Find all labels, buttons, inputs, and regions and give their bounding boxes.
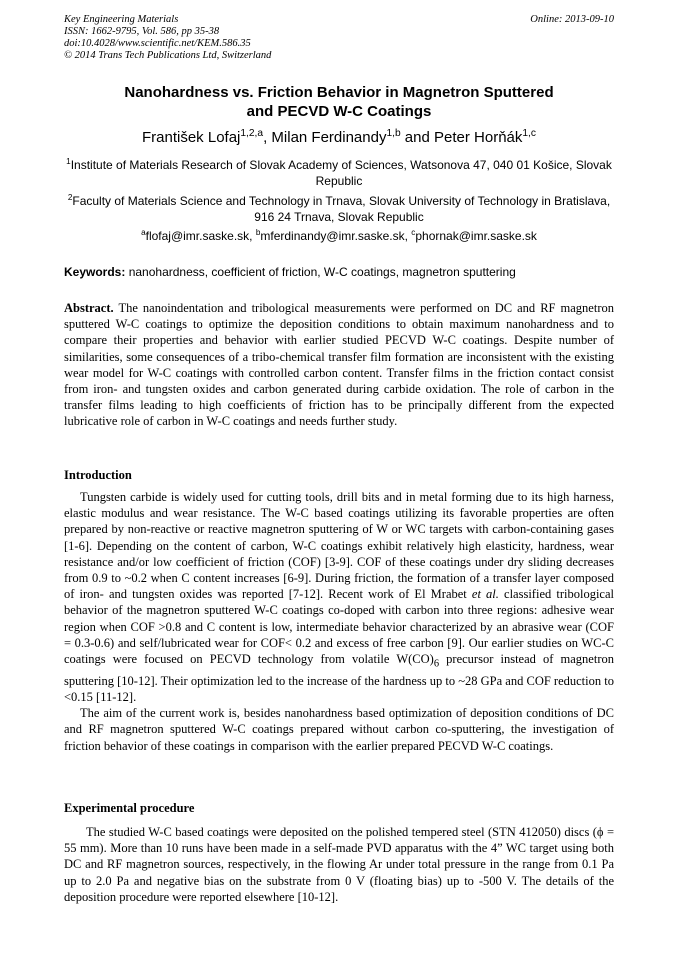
title-line-1: Nanohardness vs. Friction Behavior in Magnetron Sputtered: [124, 84, 554, 101]
paragraph-text: Tungsten carbide is widely used for cutting tools, drill bits and in metal forming due to its high harness, elastic modulus and wear resistance. The W-C based coatings utilizing its favorable properties are often prepared by non-reactive or reactive magnetron sputtering of W or WC targets with carbon-containing gases [1-6]. Depending on the content of carbon, W-C coatings exhibit relatively high elasticity, hardness, wear resistance and/or low coefficient of friction (COF) [3-9]. COF of these coatings under dry sliding decreases from 0.9 to ~0.2 when C content increases [6-9]. During friction, the formation of a transfer layer composed of iron- and tungsten oxides was reported [7-12]. Recent work of El Mrabet: [64, 490, 614, 602]
paragraph: The aim of the current work is, besides nanohardness based optimization of deposition conditions of DC and RF magnetron sputtered W-C coatings prepared without carbon co-sputtering, the investigation of friction behavior of these coatings in comparison with the earlier prepared PECVD W-C coatings.: [64, 706, 614, 753]
author-separator: ,: [263, 129, 272, 146]
paragraph-text: classified tribological behavior of the magnetron sputtered W-C coatings co-doped with carbon into three regions: adhesive wear region when COF >0.8 and C content is low, intermediate behavior characterized by an abrasive wear (COF = 0.3-0.6) and self/lubricated wear for COF< 0.2 and excess of free carbon [9]. Our earlier studies on WC-C coatings were focused on PECVD technology from volatile W(CO): [64, 587, 614, 667]
abstract: [64, 300, 614, 430]
author-emails: [64, 228, 614, 244]
section-heading-experimental: Experimental procedure: [64, 801, 195, 815]
affiliation-text: Institute of Materials Research of Slovak Academy of Sciences, Watsonova 47, 040 01 Košice, Slovak Republic: [70, 158, 612, 188]
author-sup: 1,c: [522, 128, 536, 139]
title-line-2: and PECVD W-C Coatings: [246, 103, 432, 120]
author-name: František Lofaj: [142, 129, 241, 146]
keywords-text: nanohardness, coefficient of friction, W-C coatings, magnetron sputtering: [125, 265, 516, 279]
email-sup: c: [411, 228, 416, 237]
introduction-body: [64, 489, 614, 754]
paragraph-text: precursor instead of magnetron sputtering [10-12]. Their optimization led to the increase of the hardness up to ~28 GPa and COF reduction to <0.15 [11-12].: [64, 652, 614, 704]
affiliation-sup: 1: [66, 157, 71, 166]
affiliation-2: [64, 193, 614, 225]
abstract-text: The nanoindentation and tribological measurements were performed on DC and RF magnetron sputtered W-C coatings to optimize the deposition conditions to obtain maximum nanohardness and to compare their properties and behavior with earlier studied PECVD W-C coatings. Despite number of similarities, some consequences of a tribo-chemical transfer film formation are inconsistent with the existing wear model for W-C coatings with controlled carbon content. Transfer films in the friction contact consist from iron- and tungsten oxides and carbon generated during carbide oxidation. The role of carbon in the transfer films leading to high coefficients of friction has to be principally different from the expected lubricative role of carbon in W-C coatings and needs further study.: [64, 301, 614, 429]
issn: ISSN: 1662-9795, Vol. 586, pp 35-38: [64, 26, 220, 37]
author-sup: 1,2,a: [240, 128, 264, 139]
paper-title: [64, 83, 614, 121]
author-separator: and: [400, 129, 435, 146]
subscript: 6: [433, 658, 440, 670]
author-name: Peter Horňák: [434, 129, 523, 146]
paragraph: [64, 489, 614, 705]
online-date: Online: 2013-09-10: [530, 14, 614, 25]
author-name: Milan Ferdinandy: [271, 129, 387, 146]
email-sup: a: [141, 228, 146, 237]
doi: doi:10.4028/www.scientific.net/KEM.586.35: [64, 38, 251, 49]
paragraph: The studied W-C based coatings were deposited on the polished tempered steel (STN 412050) discs (ϕ = 55 mm). More than 10 runs have been made in a self-made PVD apparatus with the 4” WC target using both DC and RF magnetron sources, respectively, in the flowing Ar under total pressure in the range from 0.1 Pa up to 2.0 Pa and negative bias on the substrate from 0 V (floating bias) up to -500 V. The details of the deposition procedure were reported elsewhere [10-12].: [64, 825, 614, 904]
affiliation-sup: 2: [67, 193, 73, 202]
journal-meta: [64, 14, 271, 62]
affiliation-text: Faculty of Materials Science and Technology in Trnava, Slovak University of Technology in Bratislava, 916 24 Trnava, Slovak Republic: [72, 194, 611, 224]
copyright: © 2014 Trans Tech Publications Ltd, Switzerland: [64, 50, 272, 61]
email-link[interactable]: phornak@imr.saske.sk: [415, 229, 537, 243]
email-link[interactable]: flofaj@imr.saske.sk,: [145, 229, 256, 243]
italic-text: et al.: [471, 587, 499, 602]
keywords: [64, 264, 614, 280]
author-sup: 1,b: [386, 128, 401, 139]
keywords-label: Keywords:: [64, 265, 126, 279]
email-link[interactable]: mferdinandy@imr.saske.sk,: [260, 229, 412, 243]
journal-name: Key Engineering Materials: [64, 14, 179, 25]
author-list: [64, 128, 614, 148]
affiliation-1: [64, 157, 614, 189]
experimental-body: [64, 824, 614, 905]
email-sup: b: [255, 228, 261, 237]
section-heading-introduction: Introduction: [64, 468, 132, 482]
abstract-label: Abstract.: [64, 301, 114, 315]
